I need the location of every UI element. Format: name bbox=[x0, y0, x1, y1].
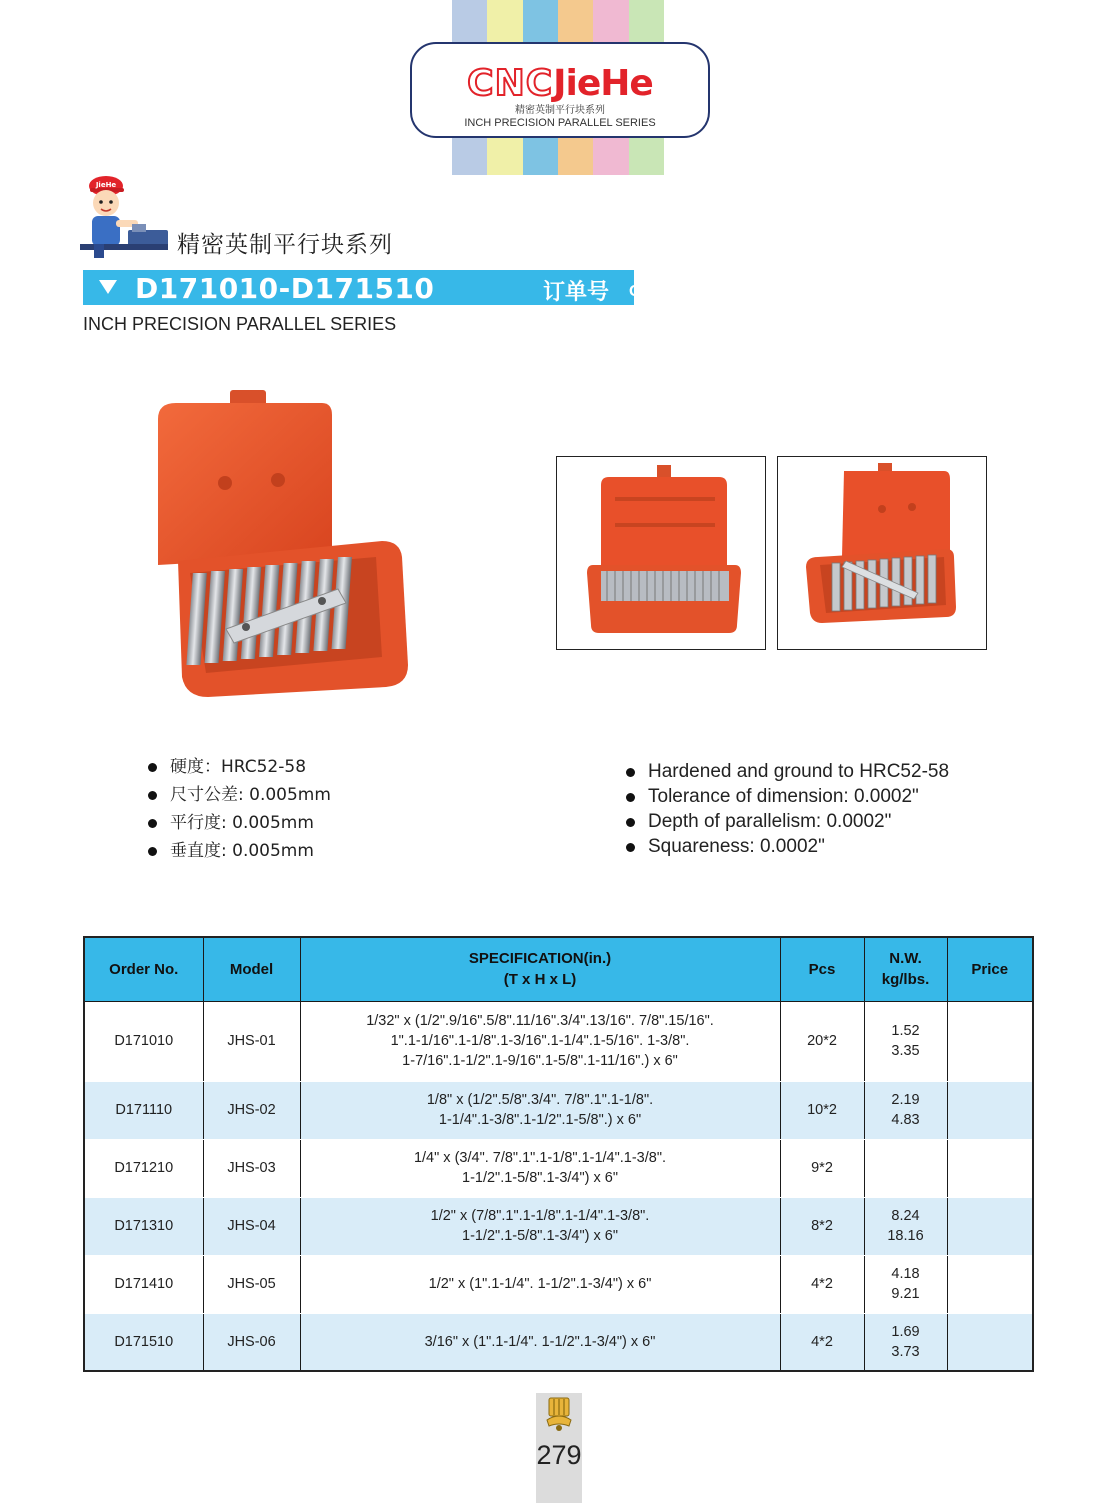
cell-specification: 1/32" x (1/2".9/16".5/8".11/16".3/4".13/16". 7/8".15/16". 1".1-1/16".1-1/8".1-3/16".1-1/4".1-5/16". 1-3/8". 1-7/16".1-1/2".1-9/16".1-5/8".1-11/16".) x 6" bbox=[300, 1001, 780, 1081]
cell-price bbox=[947, 1255, 1033, 1313]
spec-item-en: Squareness: 0.0002" bbox=[626, 836, 949, 861]
table-row bbox=[84, 1255, 1033, 1313]
header-spec-line1: SPECIFICATION(in.) bbox=[468, 950, 612, 968]
spec-item-en: Tolerance of dimension: 0.0002" bbox=[626, 786, 949, 811]
cell-model: JHS-06 bbox=[203, 1313, 300, 1371]
header-nw-line1: N.W. bbox=[889, 950, 922, 968]
cell-order-no: D171510 bbox=[84, 1313, 203, 1371]
specification-table bbox=[83, 936, 1034, 1372]
cell-model: JHS-03 bbox=[203, 1139, 300, 1197]
logo-jiehe-text: JieHe bbox=[553, 63, 653, 104]
cell-net-weight: 2.19 4.83 bbox=[864, 1081, 947, 1139]
header-specification bbox=[300, 937, 780, 1001]
cell-order-no: D171310 bbox=[84, 1197, 203, 1255]
cell-model: JHS-04 bbox=[203, 1197, 300, 1255]
order-code-range: D171010-D171510 bbox=[135, 272, 435, 305]
cell-price bbox=[947, 1081, 1033, 1139]
triangle-down-icon bbox=[99, 280, 117, 294]
logo-cnc-text: CNC bbox=[467, 63, 554, 104]
cell-net-weight: 1.69 3.73 bbox=[864, 1313, 947, 1371]
cell-net-weight: 1.52 3.35 bbox=[864, 1001, 947, 1081]
cell-model: JHS-05 bbox=[203, 1255, 300, 1313]
spec-item-en: Depth of parallelism: 0.0002" bbox=[626, 811, 949, 836]
cell-price bbox=[947, 1197, 1033, 1255]
cell-specification: 3/16" x (1".1-1/4". 1-1/2".1-3/4") x 6" bbox=[300, 1313, 780, 1371]
header-price: Price bbox=[947, 937, 1033, 1001]
mascot-icon bbox=[76, 170, 172, 260]
header-net-weight bbox=[864, 937, 947, 1001]
page-title-en: INCH PRECISION PARALLEL SERIES bbox=[83, 314, 397, 334]
logo-subtitle-cn: 精密英制平行块系列 bbox=[515, 105, 605, 116]
order-label-cn: 订单号 bbox=[543, 280, 610, 305]
brand-logo bbox=[410, 42, 710, 138]
table-row bbox=[84, 1081, 1033, 1139]
cell-order-no: D171110 bbox=[84, 1081, 203, 1139]
spec-item-cn: 平行度: 0.005mm bbox=[148, 811, 331, 839]
logo-subtitle-en: INCH PRECISION PARALLEL SERIES bbox=[464, 117, 656, 129]
spec-item-cn: 尺寸公差: 0.005mm bbox=[148, 783, 331, 811]
cell-pcs: 8*2 bbox=[780, 1197, 864, 1255]
cell-pcs: 10*2 bbox=[780, 1081, 864, 1139]
cell-price bbox=[947, 1313, 1033, 1371]
header-order-no: Order No. bbox=[84, 937, 203, 1001]
cell-specification: 1/4" x (3/4". 7/8".1".1-1/8".1-1/4".1-3/8". 1-1/2".1-5/8".1-3/4") x 6" bbox=[300, 1139, 780, 1197]
spec-item-cn: 垂直度: 0.005mm bbox=[148, 839, 331, 867]
header-model: Model bbox=[203, 937, 300, 1001]
page-title-cn: 精密英制平行块系列 bbox=[177, 232, 393, 258]
spec-list-cn bbox=[148, 755, 331, 867]
cell-pcs: 9*2 bbox=[780, 1139, 864, 1197]
table-row bbox=[84, 1197, 1033, 1255]
cell-order-no: D171210 bbox=[84, 1139, 203, 1197]
cell-net-weight: 4.18 9.21 bbox=[864, 1255, 947, 1313]
order-number-banner bbox=[83, 270, 706, 305]
cell-model: JHS-02 bbox=[203, 1081, 300, 1139]
cell-specification: 1/2" x (1".1-1/4". 1-1/2".1-3/4") x 6" bbox=[300, 1255, 780, 1313]
product-photo-frame bbox=[777, 456, 987, 650]
cell-net-weight: 8.24 18.16 bbox=[864, 1197, 947, 1255]
product-photo-frame bbox=[556, 456, 766, 650]
header-spec-line2: (T x H x L) bbox=[503, 971, 577, 989]
product-photo-case-front bbox=[557, 457, 764, 648]
table-row bbox=[84, 1139, 1033, 1197]
mascot-cap-text: JieHe bbox=[95, 181, 117, 189]
cell-order-no: D171410 bbox=[84, 1255, 203, 1313]
table-row bbox=[84, 1001, 1033, 1081]
cell-pcs: 20*2 bbox=[780, 1001, 864, 1081]
order-label-en: Order NO. bbox=[629, 283, 706, 300]
spec-item-en: Hardened and ground to HRC52-58 bbox=[626, 761, 949, 786]
table-header-row bbox=[84, 937, 1033, 1001]
cell-order-no: D171010 bbox=[84, 1001, 203, 1081]
header-nw-line2: kg/lbs. bbox=[881, 971, 930, 989]
cell-specification: 1/8" x (1/2".5/8".3/4". 7/8".1".1-1/8". 1-1/4".1-3/8".1-1/2".1-5/8".) x 6" bbox=[300, 1081, 780, 1139]
spec-item-cn: 硬度：HRC52-58 bbox=[148, 755, 331, 783]
cell-price bbox=[947, 1139, 1033, 1197]
cell-specification: 1/2" x (7/8".1".1-1/8".1-1/4".1-3/8". 1-1/2".1-5/8".1-3/4") x 6" bbox=[300, 1197, 780, 1255]
cell-net-weight bbox=[864, 1139, 947, 1197]
page-number: 279 bbox=[536, 1440, 582, 1470]
product-photo-case-angle bbox=[778, 457, 985, 648]
product-photo-main bbox=[150, 385, 420, 705]
header-pcs: Pcs bbox=[780, 937, 864, 1001]
cell-pcs: 4*2 bbox=[780, 1313, 864, 1371]
spec-list-en bbox=[626, 761, 949, 861]
gear-tool-icon bbox=[543, 1396, 575, 1432]
cell-pcs: 4*2 bbox=[780, 1255, 864, 1313]
cell-model: JHS-01 bbox=[203, 1001, 300, 1081]
table-row bbox=[84, 1313, 1033, 1371]
cell-price bbox=[947, 1001, 1033, 1081]
